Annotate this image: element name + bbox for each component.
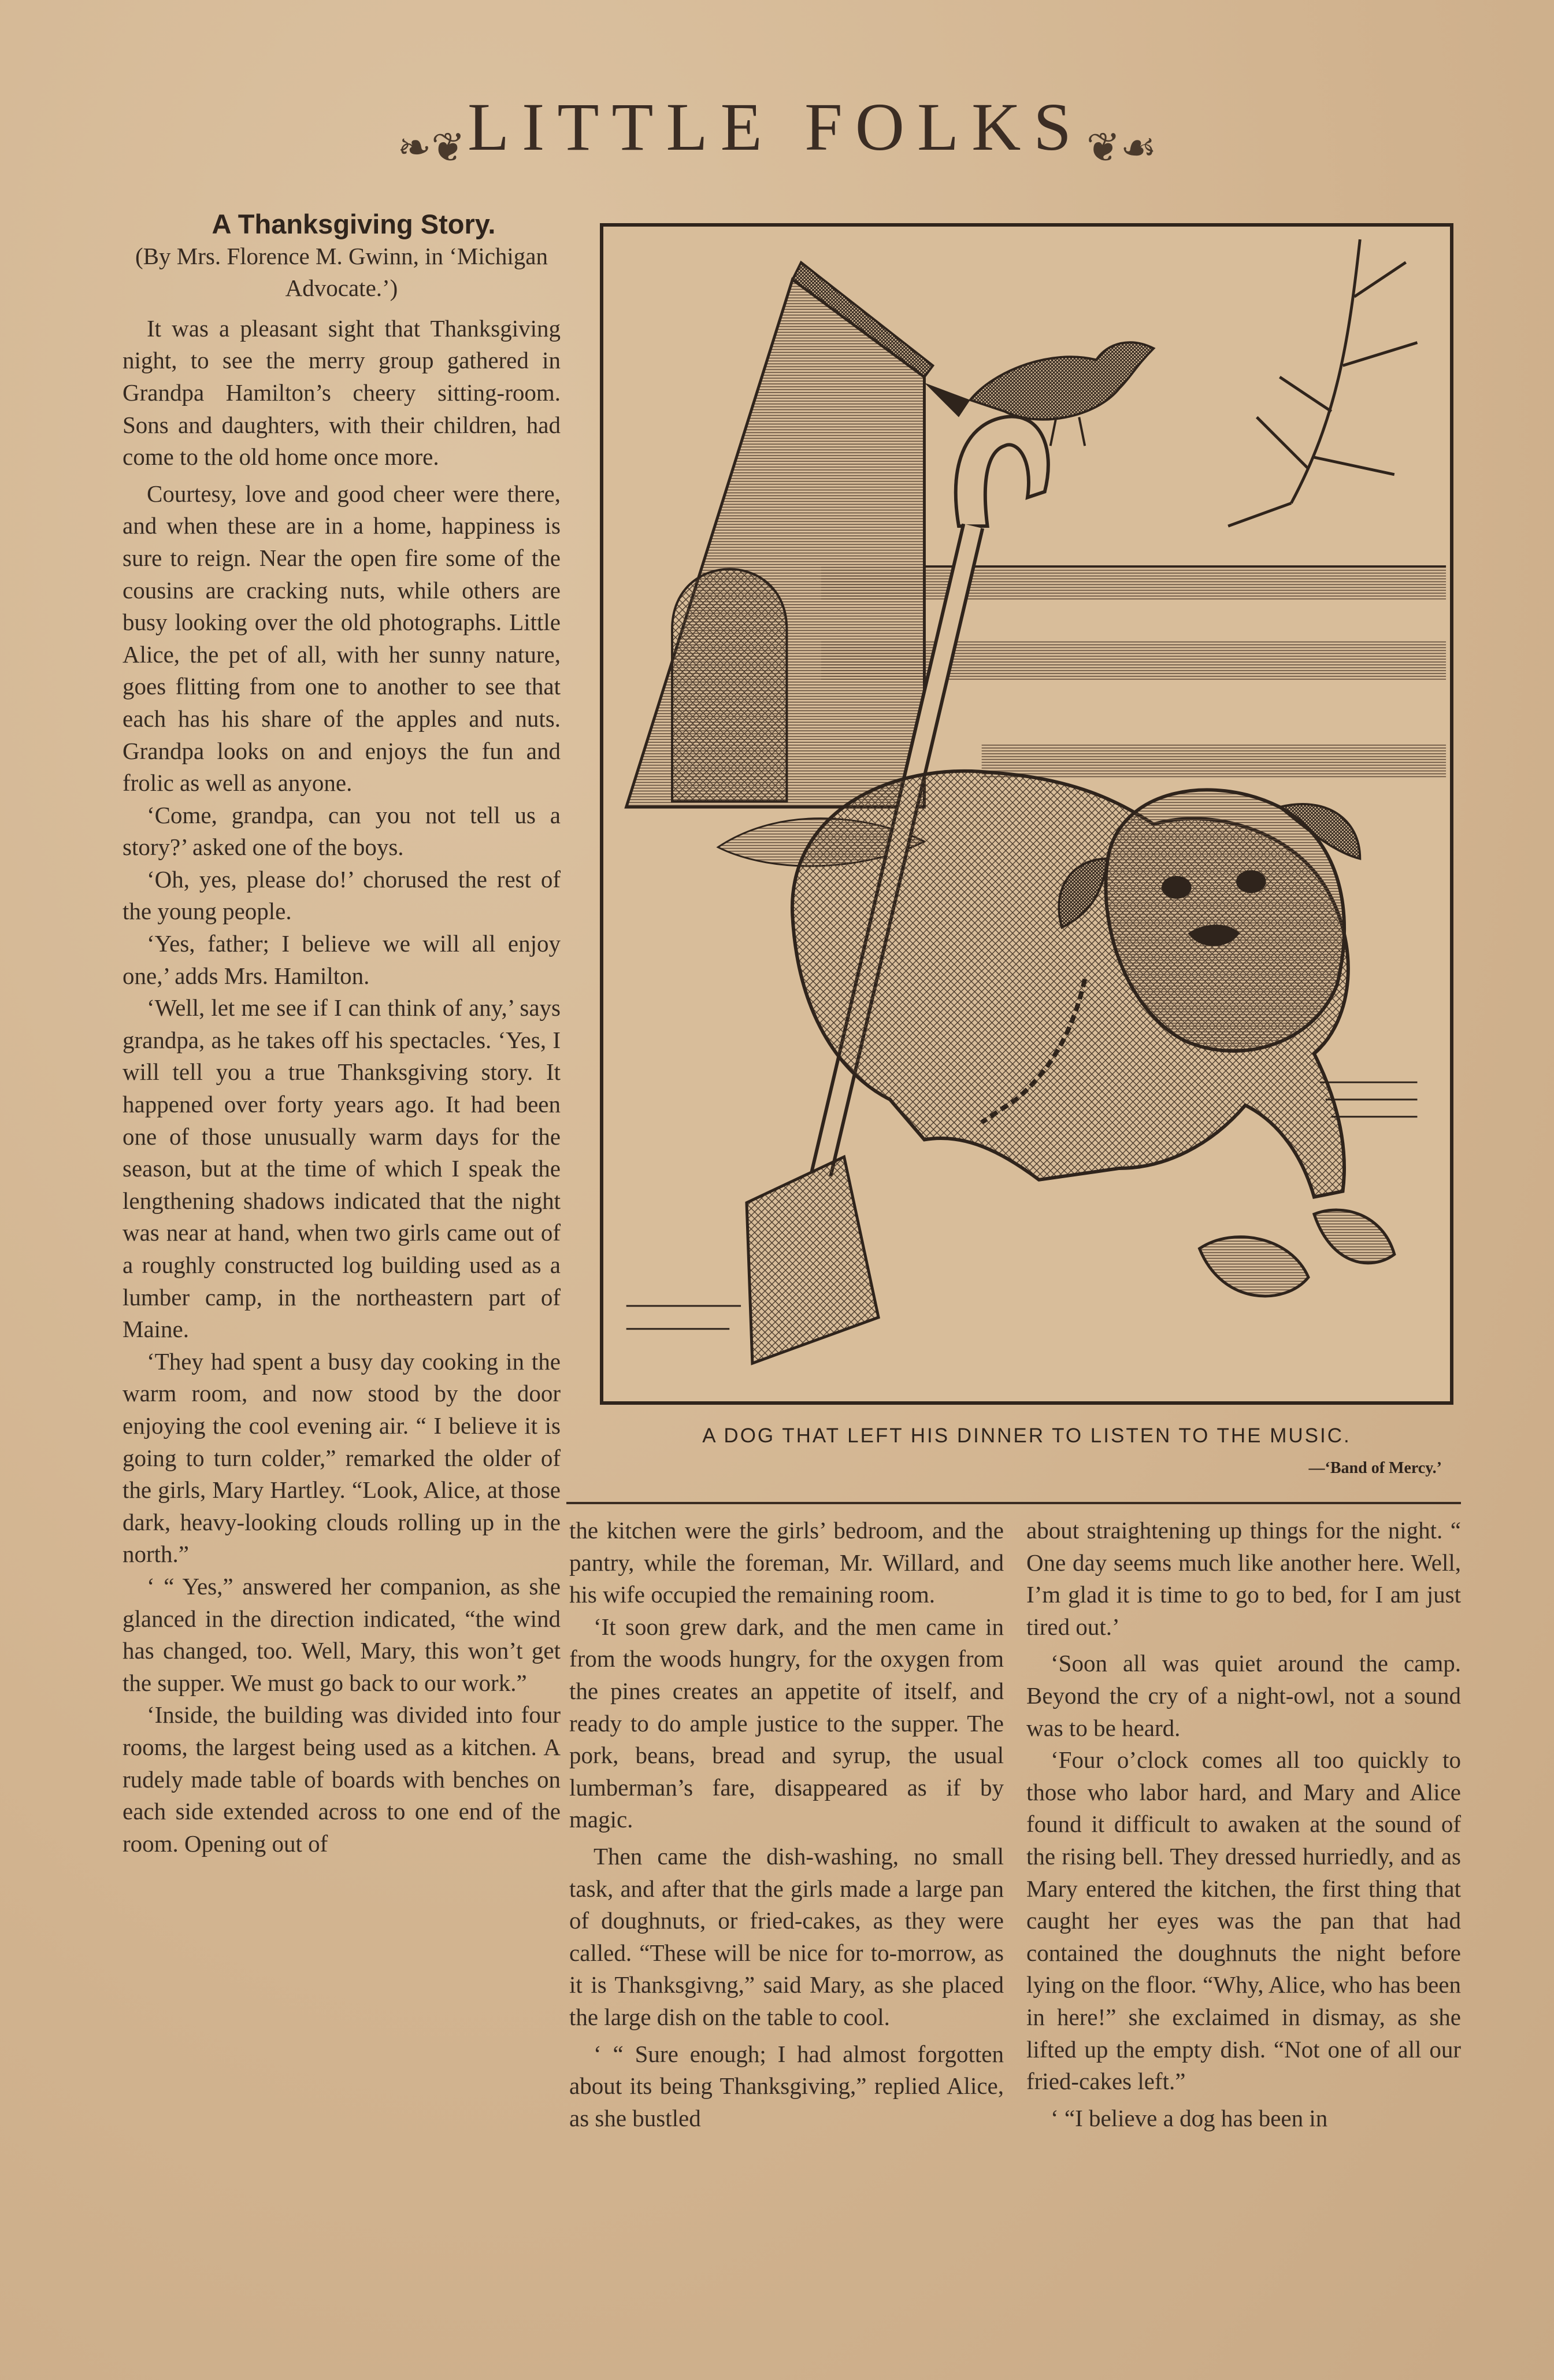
story-title: A Thanksgiving Story. (212, 209, 496, 239)
horizontal-rule (566, 1502, 1461, 1504)
paragraph: Courtesy, love and good cheer were there, and when these are in a home, happiness is sure to reign. Near the open fire some of the cousins are cracking nuts, while others are busy looking over the old photographs. Little Alice, the pet of all, with her sunny nature, goes flitting from one to another to see that each has his share of the apples and nuts. Grandpa looks on and enjoys the fun and frolic as well as anyone. (123, 480, 561, 797)
masthead-title: LITTLE FOLKS (467, 89, 1084, 165)
illustration-caption: A DOG THAT LEFT HIS DINNER TO LISTEN TO THE MUSIC. (702, 1424, 1351, 1447)
dog-illustration (600, 223, 1453, 1405)
paragraph: ‘Oh, yes, please do!’ chorused the rest of the young people. (123, 865, 561, 925)
paragraph: It was a pleasant sight that Thanksgiving night, to see the merry group gathered in Grandpa Hamilton’s cheery sitting-room. Sons and daughters, with their children, had come to the old home once more. (123, 314, 561, 471)
paragraph: ‘ “I believe a dog has been in (1051, 2104, 1328, 2131)
illustration-credit: —‘Band of Mercy.’ (1308, 1459, 1442, 1477)
story-byline: (By Mrs. Florence M. Gwinn, in ‘Michigan Advocate.’) (135, 242, 548, 302)
paragraph: ‘ “ Yes,” answered her companion, as she glanced in the direction indicated, “the wind has changed, too. Well, Mary, this won’t get the supper. We must go back to our work.” (123, 1572, 561, 1696)
dog-engraving-image (603, 227, 1450, 1401)
paragraph: ‘Four o’clock comes all too quickly to those who labor hard, and Mary and Alice found it difficult to awaken at the sound of the rising bell. They dressed hurriedly, and as Mary entered the kitchen, the first thing that caught her eyes was the pan that had contained the doughnuts the night before lying on the floor. “Why, Alice, who has been in here!” she exclaimed in dismay, as she lifted up the empty dish. “Not one of all our fried-cakes left.” (1026, 1746, 1461, 2095)
paragraph: ‘ “ Sure enough; I had almost forgotten about its being Thanksgiving,” replied Alice, as she bustled (569, 2040, 1004, 2131)
paragraph: the kitchen were the girls’ bedroom, and the pantry, while the foreman, Mr. Willard, and his wife occupied the remaining room. (569, 1517, 1004, 1608)
paragraph: ‘They had spent a busy day cooking in the warm room, and now stood by the door enjoying the cool evening air. “ I believe it is going to turn colder,” remarked the older of the girls, Mary Hartley. “Look, Alice, at those dark, heavy-looking clouds rolling up in the north.” (123, 1348, 561, 1568)
paragraph: ‘Yes, father; I believe we will all enjoy one,’ adds Mrs. Hamilton. (123, 930, 561, 989)
paragraph: ‘Come, grandpa, can you not tell us a story?’ asked one of the boys. (123, 801, 561, 861)
story-column-1 (123, 208, 561, 1860)
paragraph: ‘Well, let me see if I can think of any,’ says grandpa, as he takes off his spectacles. ‘Yes, I will tell you a true Thanksgiving story. It happened over forty years ago. It had been one of those unusually warm days for the season, but at the time of which I speak the lengthening shadows indicated that the night was near at hand, when two girls came out of a roughly constructed log building used as a lumber camp, in the northeastern part of Maine. (123, 994, 561, 1343)
left-flourish-ornament: ❧❦ (397, 125, 465, 171)
masthead (0, 87, 1554, 171)
paragraph: ‘It soon grew dark, and the men came in from the woods hungry, for the oxygen from the pines creates an appetite of itself, and ready to do ample justice to the supper. The pork, beans, bread and syrup, the usual lumberman’s fare, disappeared as if by magic. (569, 1613, 1004, 1833)
story-column-3 (1026, 1515, 1461, 2134)
paragraph: ‘Soon all was quiet around the camp. Beyond the cry of a night-owl, not a sound was to be heard. (1026, 1650, 1461, 1741)
paragraph: about straightening up things for the night. “ One day seems much like another here. Well, I’m glad it is time to go to bed, for I am just tired out.’ (1026, 1517, 1461, 1640)
paragraph: ‘Inside, the building was divided into four rooms, the largest being used as a kitchen. A rudely made table of boards with benches on each side extended across to one end of the room. Opening out of (123, 1701, 561, 1857)
right-flourish-ornament: ❦☙ (1086, 125, 1157, 171)
paragraph: Then came the dish-washing, no small task, and after that the girls made a large pan of doughnuts, or fried-cakes, as they were called. “These will be nice for to-morrow, as it is Thanksgivng,” said Mary, as she placed the large dish on the table to cool. (569, 1842, 1004, 2030)
story-column-2 (569, 1515, 1004, 2134)
